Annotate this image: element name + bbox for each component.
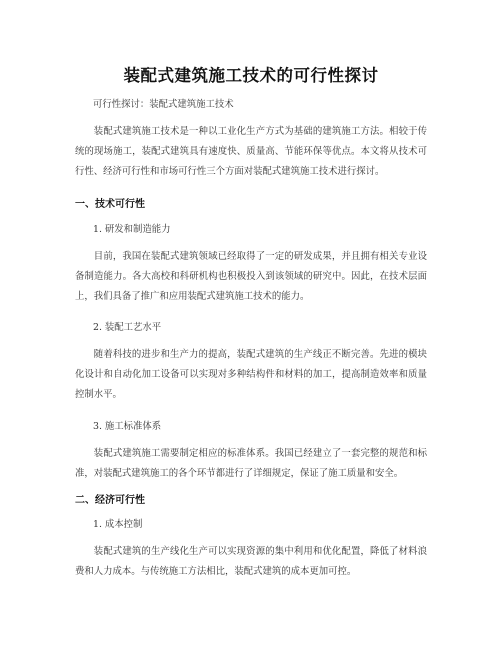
- paragraph-standard-system: 装配式建筑施工需要制定相应的标准体系。我国已经建立了一套完整的规范和标准，对装配式建筑施工的各个环节都进行了详细规定，保证了施工质量和安全。: [75, 448, 427, 479]
- keywords-line: 可行性探讨：装配式建筑施工技术: [93, 99, 234, 110]
- subheading-cost-control: 1. 成本控制: [93, 519, 143, 530]
- section-heading-technical: 一、技术可行性: [75, 199, 145, 210]
- intro-paragraph: 装配式建筑施工技术是一种以工业化生产方式为基础的建筑施工方法。相较于传统的现场施工，装配式建筑具有速度快、质量高、节能环保等优点。本文将从技术可行性、经济可行性和市场可行性三个方面对装配式建筑施工技术进行探讨。: [75, 126, 427, 177]
- paragraph-rd-capability: 目前，我国在装配式建筑领域已经取得了一定的研发成果，并且拥有相关专业设备制造能力。各大高校和科研机构也积极投入到该领域的研究中。因此，在技术层面上，我们具备了推广和应用装配式建筑施工技术的能力。: [75, 251, 427, 302]
- paragraph-assembly-process: 随着科技的进步和生产力的提高，装配式建筑的生产线正不断完善。先进的模块化设计和自动化加工设备可以实现对多种结构件和材料的加工，提高制造效率和质量控制水平。: [75, 349, 427, 400]
- subheading-assembly-process: 2. 装配工艺水平: [93, 322, 162, 333]
- section-heading-economic: 二、经济可行性: [75, 495, 145, 506]
- document-title: 装配式建筑施工技术的可行性探讨: [123, 66, 379, 85]
- subheading-rd-capability: 1. 研发和制造能力: [93, 224, 171, 235]
- subheading-standard-system: 3. 施工标准体系: [93, 421, 162, 432]
- paragraph-cost-control: 装配式建筑的生产线化生产可以实现资源的集中利用和优化配置，降低了材料浪费和人力成本。与传统施工方法相比，装配式建筑的成本更加可控。: [75, 546, 427, 577]
